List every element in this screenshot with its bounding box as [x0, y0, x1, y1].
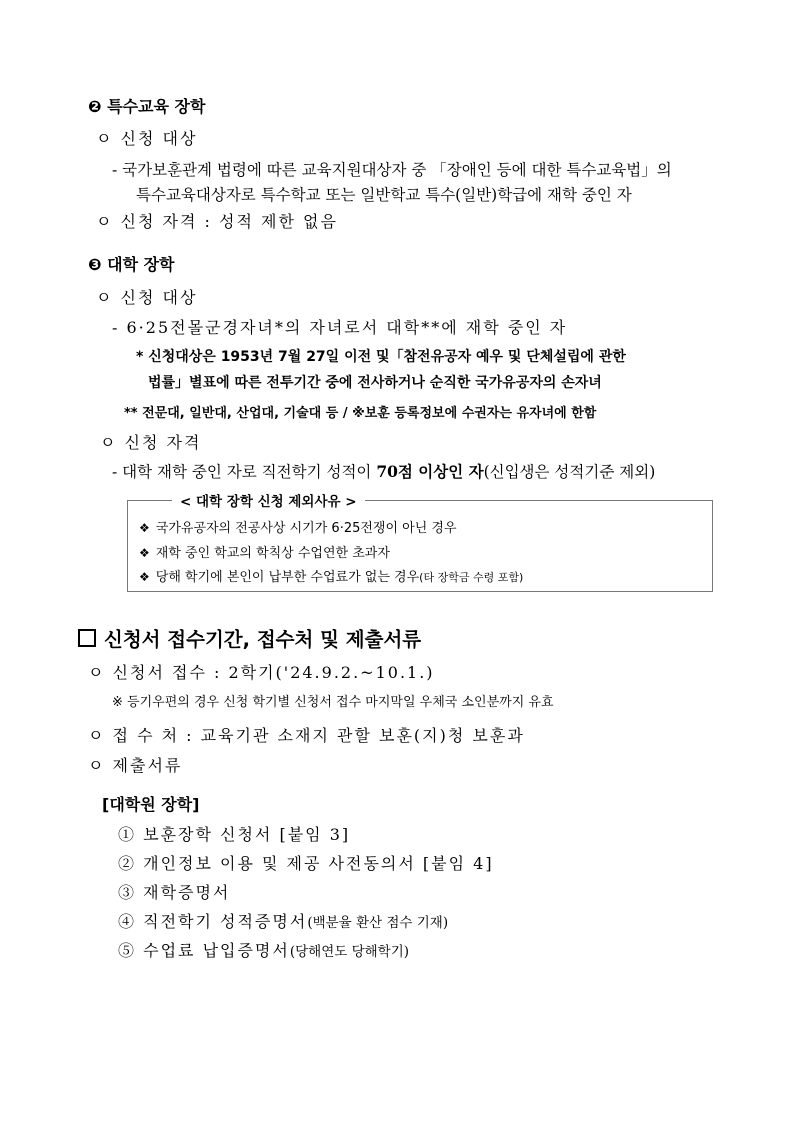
- document-sub: (당해연도 당해학기): [289, 944, 409, 960]
- qualification-post: (신입생은 성적기준 제외): [483, 463, 656, 481]
- section2-target-line2: 특수교육대상자로 특수학교 또는 일반학교 특수(일반)학급에 재학 중인 자: [136, 186, 632, 204]
- document-text: 수업료 납입증명서: [143, 941, 290, 960]
- exclusion-item: [139, 542, 390, 561]
- exclusion-item: [139, 517, 457, 536]
- section3-note1-line1: * 신청대상은 1953년 7월 27일 이전 및「참전유공자 예우 및 단체설립에 관한: [136, 349, 626, 365]
- exclusion-box-title: < 대학 장학 신청 제외사유 >: [172, 490, 365, 510]
- diamond-bullet-icon: ❖: [139, 521, 150, 535]
- circled-number: ①: [118, 825, 137, 844]
- section3-note1-line2: 법률」별표에 따른 전투기간 중에 전사하거나 순직한 국가유공자의 손자녀: [148, 375, 602, 391]
- qualification-pre: - 대학 재학 중인 자로 직전학기 성적이: [112, 463, 377, 481]
- circled-number: ⑤: [118, 941, 137, 960]
- section3-heading: ❸ 대학 장학: [88, 255, 175, 274]
- document-text: 직전학기 성적증명서: [143, 912, 308, 931]
- receipt-period: ㅇ 신청서 접수 : 2학기('24.9.2.~10.1.): [88, 663, 435, 682]
- exclusion-item-sub: (타 장학금 수령 포함): [419, 571, 524, 584]
- checkbox-square-icon: [78, 629, 96, 647]
- receiving-office: ㅇ 접 수 처 : 교육기관 소재지 관할 보훈(지)청 보훈과: [88, 726, 525, 745]
- document-text: 재학증명서: [143, 883, 231, 902]
- exclusion-item-text: 당해 학기에 본인이 납부한 수업료가 없는 경우: [155, 570, 420, 585]
- document-item: [118, 822, 350, 845]
- section3-target-line: - 6·25전몰군경자녀*의 자녀로서 대학**에 재학 중인 자: [112, 318, 568, 337]
- section2-heading: ❷ 특수교육 장학: [88, 97, 206, 116]
- section2-target-line1: - 국가보훈관계 법령에 따른 교육지원대상자 중 「장애인 등에 대한 특수교육법」의: [112, 161, 672, 179]
- document-item: [118, 880, 230, 903]
- section3-qualification-line: [112, 460, 655, 482]
- circled-number: ③: [118, 883, 137, 902]
- diamond-bullet-icon: ❖: [139, 546, 150, 560]
- section3-qualification-label: ㅇ 신청 자격: [100, 433, 202, 452]
- graduate-heading: [대학원 장학]: [102, 795, 200, 814]
- section2-target-label: ㅇ 신청 대상: [96, 129, 198, 148]
- diamond-bullet-icon: ❖: [139, 570, 150, 584]
- qualification-emphasis: 70점 이상인 자: [376, 462, 484, 481]
- document-item: [118, 938, 409, 961]
- document-text: 보훈장학 신청서 [붙임 3]: [143, 825, 351, 844]
- documents-label: ㅇ 제출서류: [88, 756, 183, 775]
- exclusion-item-text: 국가유공자의 전공사상 시기가 6·25전쟁이 아닌 경우: [155, 521, 457, 536]
- circled-number: ②: [118, 854, 137, 873]
- section2-qualification: ㅇ 신청 자격 : 성적 제한 없음: [96, 212, 338, 231]
- document-item: [118, 851, 494, 874]
- circled-number: ④: [118, 912, 137, 931]
- section3-note2: ** 전문대, 일반대, 산업대, 기술대 등 / ※보훈 등록정보에 수권자는 유자녀에 한함: [124, 406, 597, 421]
- exclusion-item-text: 재학 중인 학교의 학칙상 수업연한 초과자: [155, 546, 390, 561]
- application-heading: [78, 624, 421, 652]
- exclusion-item: [139, 566, 523, 585]
- document-item: [118, 909, 448, 932]
- application-heading-text: 신청서 접수기간, 접수처 및 제출서류: [104, 628, 422, 651]
- receipt-note: ※ 등기우편의 경우 신청 학기별 신청서 접수 마지막일 우체국 소인분까지 유효: [112, 695, 554, 710]
- section3-target-label: ㅇ 신청 대상: [96, 288, 198, 307]
- document-sub: (백분율 환산 점수 기재): [307, 915, 449, 931]
- document-text: 개인정보 이용 및 제공 사전동의서 [붙임 4]: [143, 854, 494, 873]
